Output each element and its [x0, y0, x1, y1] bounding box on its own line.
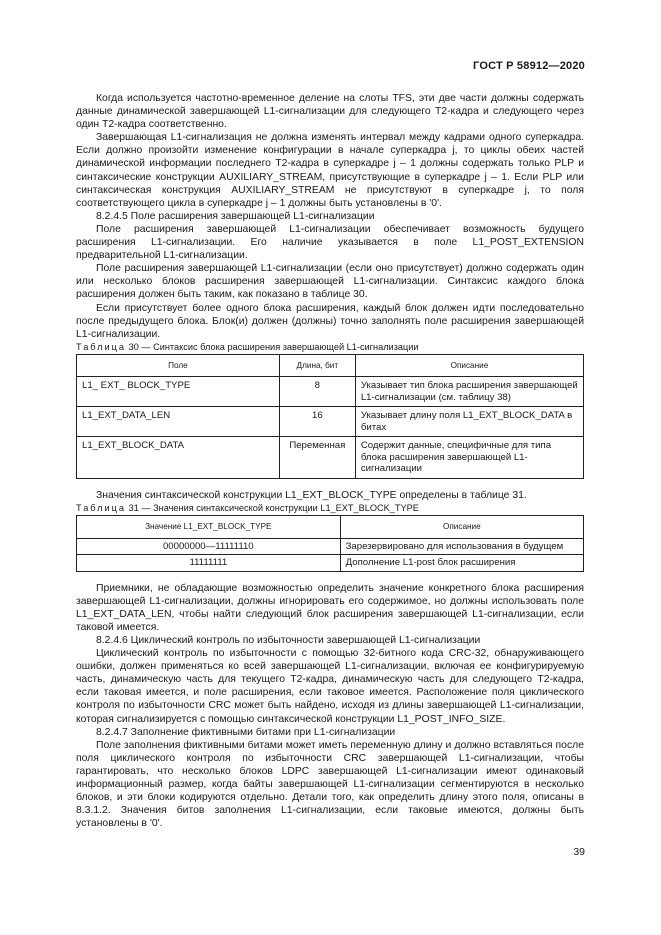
paragraph: Приемники, не обладающие возможностью определить значение конкретного блока расширения завершающей L1-сигнализации, должны игнорировать его содержимое, но должны использовать поле L1_EXT_DATA_LEN, чтобы найти следующий блок расширения завершающей L1-сигнализации, если таковой имеется. [76, 582, 584, 633]
paragraph: Когда используется частотно-временное деление на слоты TFS, эти две части должны содержать данные динамической завершающей L1-сигнализации для следующего T2-кадра и следующего через один T2-кадра соответственно. [76, 93, 584, 131]
document-id-header: ГОСТ Р 58912—2020 [473, 60, 585, 72]
column-header: Поле [77, 354, 280, 377]
table31-caption-text: 31 — Значения синтаксической конструкции L1_EXT_BLOCK_TYPE [126, 502, 419, 513]
column-header: Значение L1_EXT_BLOCK_TYPE [77, 516, 341, 539]
value-cell: 00000000—11111110 [77, 538, 341, 555]
section-heading-8-2-4-6: 8.2.4.6 Циклический контроль по избыточности завершающей L1-сигнализации [96, 634, 481, 646]
length-cell: 16 [279, 407, 355, 437]
body-text [76, 92, 584, 830]
table-row [77, 538, 584, 555]
length-cell: 8 [279, 377, 355, 407]
table-header-row [77, 516, 584, 539]
table-row [77, 407, 584, 437]
table31-caption [76, 502, 584, 515]
paragraph: Значения синтаксической конструкции L1_EXT_BLOCK_TYPE определены в таблице 31. [96, 489, 527, 501]
table-row [77, 437, 584, 479]
page-number: 39 [573, 846, 585, 858]
table-row [77, 555, 584, 572]
paragraph: Поле расширения завершающей L1-сигнализации обеспечивает возможность будущего расширения L1-сигнализации. Его наличие указывается в поле L1_POST_EXTENSION предварительной L1-сигнализации. [76, 223, 584, 262]
table-30 [76, 354, 584, 479]
paragraph: Поле расширения завершающей L1-сигнализации (если оно присутствует) должно содержать один или несколько блоков расширения завершающей L1-сигнализации. Синтаксис каждого блока расширения должен быть таким, как показано в таблице 30. [76, 263, 584, 301]
table-header-row [77, 354, 584, 377]
column-header: Описание [340, 516, 583, 539]
table-row [77, 377, 584, 407]
table31-caption-word: Таблица [76, 502, 127, 513]
table-31 [76, 515, 584, 572]
paragraph: Циклический контроль по избыточности с помощью 32-битного кода CRC-32, обнаруживающего ошибки, должен применяться ко всей завершающей L1-сигнализации, включая ее конфигурируемую часть, динамическую часть для текущего T2-кадра, динамическую часть для следующего T2-кадра, если таковая имеется, и поле расширения, если таковое имеется. Расположение поля циклического контроля по избыточности CRC может быть найдено, исходя из длины завершающей L1-сигнализации, которая сигнализируется с помощью синтаксической конструкции L1_POST_INFO_SIZE. [76, 648, 584, 725]
description-cell: Указывает длину поля L1_EXT_BLOCK_DATA в битах [355, 407, 583, 437]
table30-caption-text: 30 — Синтаксис блока расширения завершающей L1-сигнализации [126, 341, 419, 352]
paragraph: Завершающая L1-сигнализация не должна изменять интервал между кадрами одного суперкадра. Если должно произойти изменение конфигурации в начале суперкадра j, то циклы обеих частей динамической информации последнего T2-кадра в суперкадре j – 1 должны содержать только PLP и синтаксические конструкции AUXILIARY_STREAM, присутствующие в суперкадре j – 1. Если PLP или синтаксическая конструкция AUXILIARY_STREAM не присутствуют в суперкадре j, то поля соответствующего цикла в суперкадре j – 1 должны быть установлены в '0'. [76, 132, 584, 209]
description-cell: Содержит данные, специфичные для типа блока расширения завершающей L1-сигнализации [355, 437, 583, 479]
description-cell: Дополнение L1-post блок расширения [340, 555, 583, 572]
paragraph: Поле заполнения фиктивными битами может иметь переменную длину и должно вставляться после поля циклического контроля по избыточности CRC завершающей L1-сигнализации, чтобы гарантировать, что несколько блоков LDPC завершающей L1-сигнализации имеют одинаковый информационный размер, когда байты завершающей L1-сигнализации сегментируются в несколько блоков, и эти блоки кодируются отдельно. Детали того, как определить длину этого поля, описаны в 8.3.1.2. Значения битов заполнения L1-сигнализации, если таковые имеются, должны быть установлены в '0'. [76, 739, 584, 830]
field-cell: L1_EXT_DATA_LEN [77, 407, 280, 437]
value-cell: 11111111 [77, 555, 341, 572]
paragraph: Если присутствует более одного блока расширения, каждый блок должен идти последовательно после предыдущего блока. Блок(и) должен (должны) точно заполнять поле расширения завершающей L1-сигнализации. [76, 302, 584, 340]
table30-caption [76, 341, 584, 354]
field-cell: L1_EXT_BLOCK_DATA [77, 437, 280, 479]
column-header: Длина, бит [279, 354, 355, 377]
table30-caption-word: Таблица [76, 341, 127, 352]
column-header: Описание [355, 354, 583, 377]
section-heading-8-2-4-7: 8.2.4.7 Заполнение фиктивными битами при L1-сигнализации [96, 726, 396, 738]
field-cell: L1_ EXT_ BLOCK_TYPE [77, 377, 280, 407]
length-cell: Переменная [279, 437, 355, 479]
description-cell: Указывает тип блока расширения завершающей L1-сигнализации (см. таблицу 38) [355, 377, 583, 407]
section-heading-8-2-4-5: 8.2.4.5 Поле расширения завершающей L1-сигнализации [96, 210, 375, 222]
description-cell: Зарезервировано для использования в будущем [340, 538, 583, 555]
